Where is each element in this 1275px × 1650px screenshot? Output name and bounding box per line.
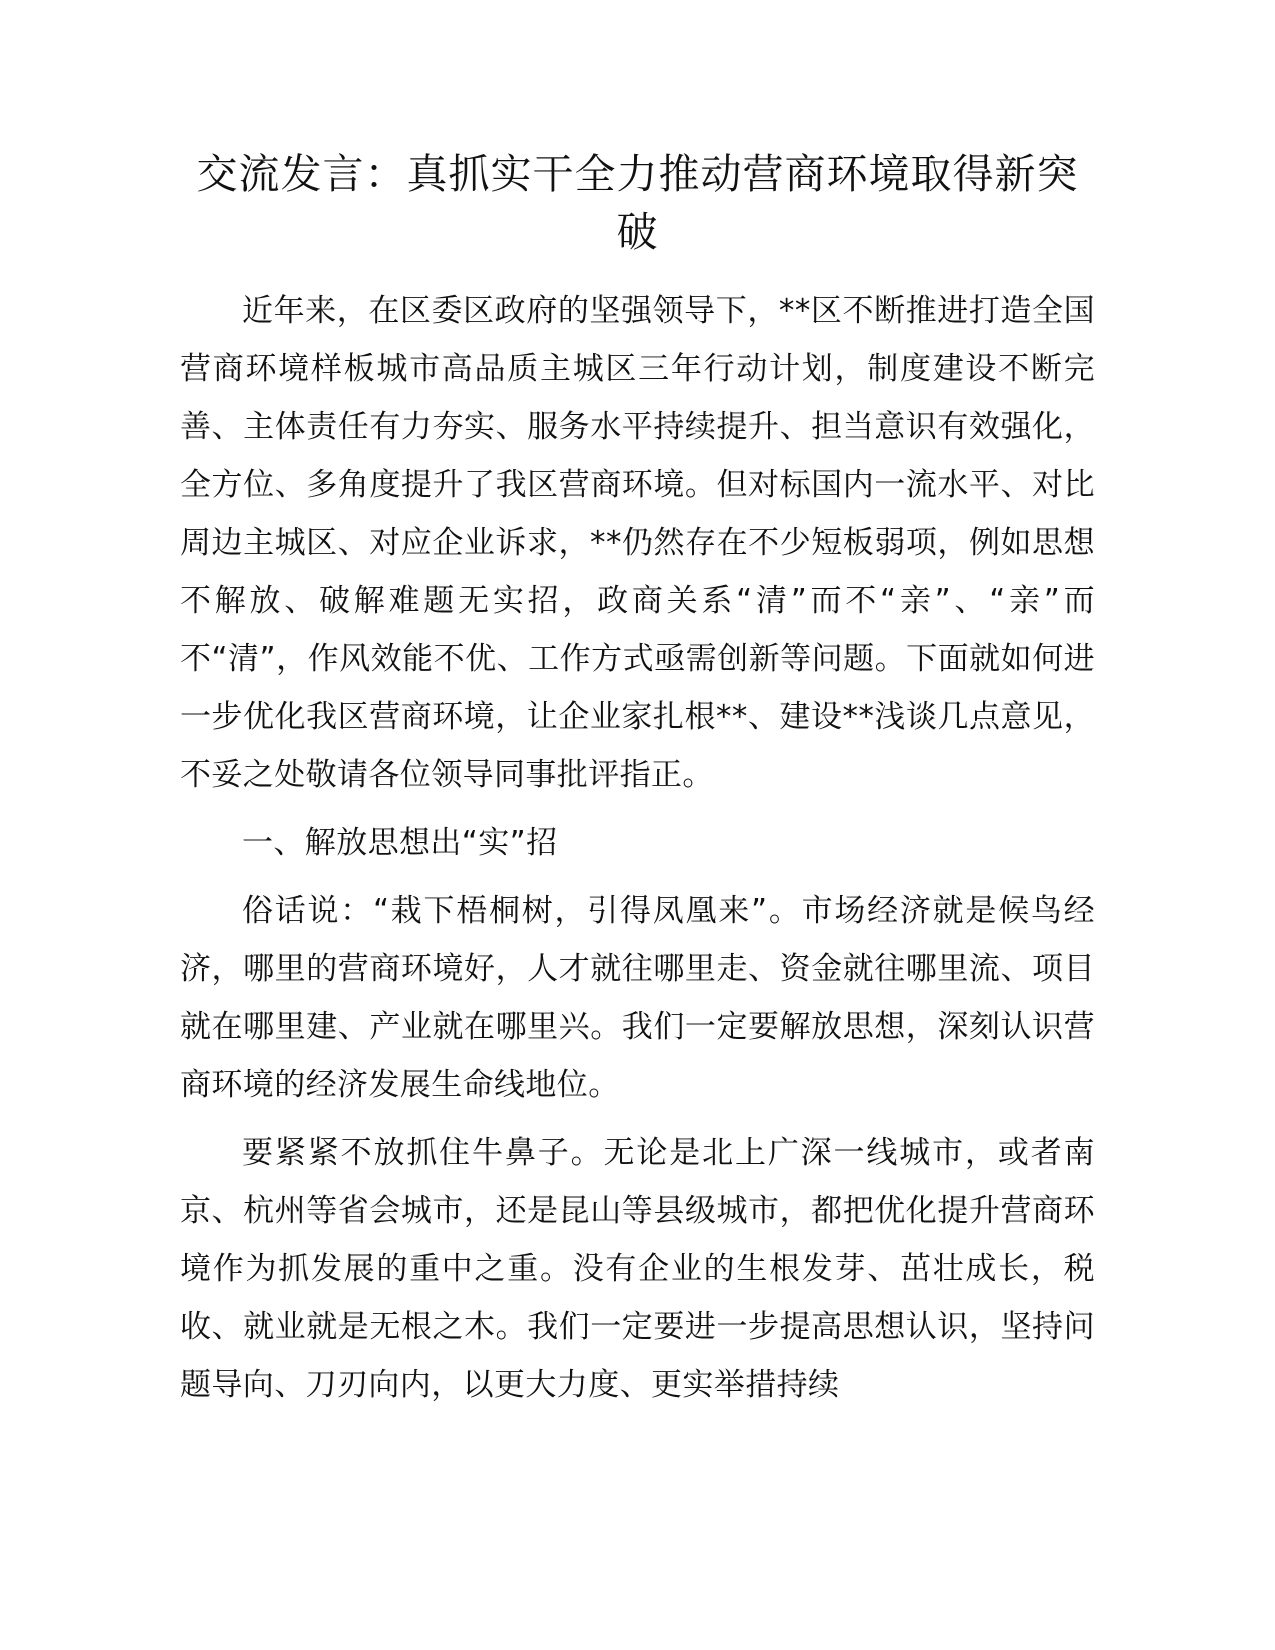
section-heading-1: 一、解放思想出“实”招 <box>242 825 558 861</box>
paragraph-proverb: 俗话说：“栽下梧桐树，引得凤凰来”。市场经济就是候鸟经济，哪里的营商环境好，人才就往哪里走、资金就往哪里流、项目就在哪里建、产业就在哪里兴。我们一定要解放思想，深刻认识营商环境的经济发展生命线地位。 <box>180 893 1095 1103</box>
paragraph-key-point: 要紧紧不放抓住牛鼻子。无论是北上广深一线城市，或者南京、杭州等省会城市，还是昆山等县级城市，都把优化提升营商环境作为抓发展的重中之重。没有企业的生根发芽、茁壮成长，税收、就业就是无根之木。我们一定要进一步提高思想认识，坚持问题导向、刀刃向内，以更大力度、更实举措持续 <box>180 1135 1095 1403</box>
document-title: 交流发言：真抓实干全力推动营商环境取得新突破 <box>196 150 1079 256</box>
document-body <box>180 282 1095 1424</box>
paragraph-intro: 近年来，在区委区政府的坚强领导下，**区不断推进打造全国营商环境样板城市高品质主城区三年行动计划，制度建设不断完善、主体责任有力夯实、服务水平持续提升、担当意识有效强化，全方位、多角度提升了我区营商环境。但对标国内一流水平、对比周边主城区、对应企业诉求，**仍然存在不少短板弱项，例如思想不解放、破解难题无实招，政商关系“清”而不“亲”、“亲”而不“清”，作风效能不优、工作方式亟需创新等问题。下面就如何进一步优化我区营商环境，让企业家扎根**、建设**浅谈几点意见，不妥之处敬请各位领导同事批评指正。 <box>180 293 1095 793</box>
